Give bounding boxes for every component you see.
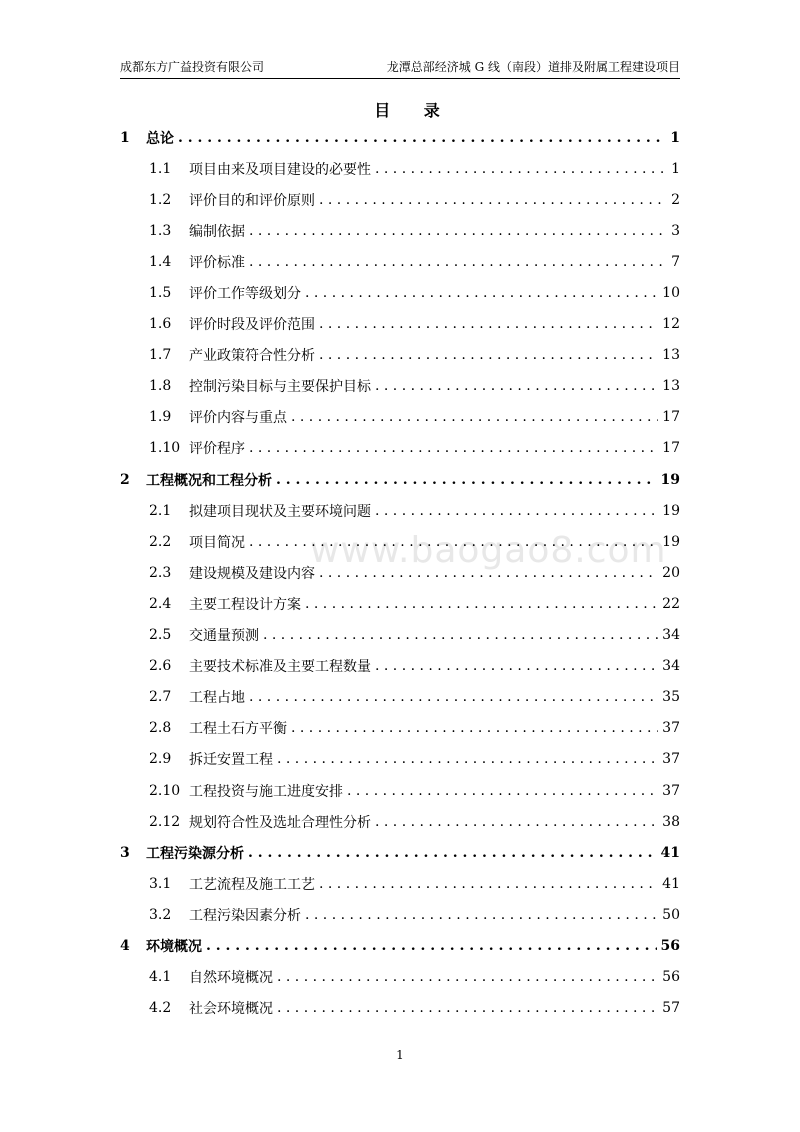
toc-entry-label: 环境概况 — [146, 938, 202, 955]
toc-leader-dots — [178, 130, 666, 146]
toc-leader-dots — [277, 1000, 658, 1016]
toc-entry[interactable] — [120, 744, 680, 775]
toc-leader-dots — [249, 534, 658, 550]
toc-entry-number: 1.8 — [149, 378, 172, 395]
watermark: www.baogao8.com — [310, 530, 667, 571]
toc-leader-dots — [319, 876, 658, 892]
toc-entry-label: 工程土石方平衡 — [189, 721, 287, 738]
toc-title: 目 录 — [374, 101, 454, 120]
toc-entry-page: 7 — [671, 253, 680, 270]
toc-entry-label: 控制污染目标与主要保护目标 — [189, 379, 371, 396]
toc-leader-dots — [277, 751, 658, 767]
toc-leader-dots — [291, 409, 658, 425]
toc-entry-label: 评价时段及评价范围 — [189, 317, 315, 334]
toc-entry-label: 交通量预测 — [189, 628, 259, 645]
toc-entry-page: 2 — [671, 191, 680, 208]
toc-entry-number: 2.12 — [149, 813, 181, 830]
toc-entry-label: 产业政策符合性分析 — [189, 348, 315, 365]
toc-entry-label: 工程概况和工程分析 — [146, 472, 272, 489]
toc-entry-number: 2.9 — [149, 751, 172, 768]
toc-leader-dots — [375, 161, 667, 177]
toc-entry-label: 主要技术标准及主要工程数量 — [189, 659, 371, 676]
header-company: 成都东方广益投资有限公司 — [120, 60, 265, 74]
toc-entry[interactable] — [120, 277, 680, 308]
toc-leader-dots — [305, 596, 658, 612]
toc-entry-number: 2 — [120, 471, 130, 488]
toc-entry-number: 4.2 — [149, 1000, 172, 1017]
header-project: 龙潭总部经济城 G 线（南段）道排及附属工程建设项目 — [386, 60, 680, 74]
toc-entry-label: 总论 — [146, 130, 174, 147]
toc-entry-page: 12 — [662, 316, 680, 333]
toc-leader-dots — [263, 627, 658, 643]
toc-entry[interactable] — [120, 806, 680, 837]
toc-entry[interactable] — [120, 651, 680, 682]
toc-entry-label: 建设规模及建设内容 — [189, 565, 315, 582]
toc-entry-number: 1 — [120, 129, 130, 146]
toc-entry-number: 3.1 — [149, 875, 172, 892]
toc-entry-page: 17 — [662, 409, 680, 426]
toc-leader-dots — [206, 938, 657, 954]
toc-entry[interactable] — [120, 246, 680, 277]
toc-entry-number: 4.1 — [149, 969, 172, 986]
toc-entry-page: 1 — [671, 160, 680, 177]
toc-entry[interactable] — [120, 153, 680, 184]
toc-leader-dots — [375, 378, 658, 394]
toc-entry-page: 35 — [662, 689, 680, 706]
toc-entry-number: 1.2 — [149, 191, 172, 208]
toc-entry-page: 10 — [662, 285, 680, 302]
toc-leader-dots — [319, 192, 667, 208]
toc-entry-page: 57 — [662, 1000, 680, 1017]
toc-entry-number: 3.2 — [149, 906, 172, 923]
toc-entry[interactable] — [120, 495, 680, 526]
toc-entry[interactable] — [120, 402, 680, 433]
toc-entry-number: 2.2 — [149, 533, 172, 550]
toc-entry[interactable] — [120, 620, 680, 651]
toc-entry-number: 1.4 — [149, 253, 172, 270]
toc-entry[interactable] — [120, 837, 680, 868]
toc-entry[interactable] — [120, 962, 680, 993]
toc-entry[interactable] — [120, 309, 680, 340]
toc-entry-page: 19 — [662, 533, 680, 550]
toc-entry-label: 拟建项目现状及主要环境问题 — [189, 503, 371, 520]
toc-entry-page: 17 — [662, 440, 680, 457]
toc-entry-number: 1.6 — [149, 316, 172, 333]
toc-entry-label: 评价目的和评价原则 — [189, 192, 315, 209]
toc-entry[interactable] — [120, 682, 680, 713]
toc-entry-label: 评价标准 — [189, 254, 245, 271]
toc-entry-label: 工程占地 — [189, 690, 245, 707]
toc-leader-dots — [305, 907, 658, 923]
toc-entry-label: 工程投资与施工进度安排 — [189, 783, 343, 800]
toc-entry-label: 评价工作等级划分 — [189, 286, 301, 303]
toc-leader-dots — [277, 969, 658, 985]
toc-leader-dots — [375, 658, 658, 674]
toc-entry[interactable] — [120, 713, 680, 744]
toc-entry-number: 2.1 — [149, 502, 172, 519]
toc-entry-page: 22 — [662, 595, 680, 612]
toc-leader-dots — [319, 347, 658, 363]
toc-entry-number: 2.3 — [149, 564, 172, 581]
toc-entry[interactable] — [120, 588, 680, 619]
toc-entry-label: 自然环境概况 — [189, 970, 273, 987]
toc-leader-dots — [319, 316, 658, 332]
page-number: 1 — [396, 1048, 404, 1062]
toc-leader-dots — [248, 845, 657, 861]
toc-entry-label: 拆迁安置工程 — [189, 752, 273, 769]
toc-entry[interactable] — [120, 433, 680, 464]
toc-entry-label: 项目简况 — [189, 534, 245, 551]
toc-entry-page: 34 — [662, 658, 680, 675]
toc-entry-number: 3 — [120, 844, 130, 861]
toc-entry-page: 41 — [662, 875, 680, 892]
toc-entry-page: 37 — [662, 782, 680, 799]
toc-entry-number: 2.6 — [149, 658, 172, 675]
toc-entry-number: 1.9 — [149, 409, 172, 426]
toc-entry-number: 2.4 — [149, 595, 172, 612]
toc-entry-number: 2.10 — [149, 782, 181, 799]
toc-entry-label: 主要工程设计方案 — [189, 596, 301, 613]
toc-entry-label: 编制依据 — [189, 223, 245, 240]
toc-entry[interactable] — [120, 557, 680, 588]
toc-leader-dots — [249, 689, 658, 705]
toc-leader-dots — [249, 223, 667, 239]
toc-entry-label: 规划符合性及选址合理性分析 — [189, 814, 371, 831]
toc-entry-page: 38 — [662, 813, 680, 830]
toc-entry-page: 20 — [662, 564, 680, 581]
toc-leader-dots — [305, 285, 658, 301]
toc-entry[interactable] — [120, 993, 680, 1024]
toc-entry-page: 41 — [660, 844, 680, 861]
toc-entry-label: 评价内容与重点 — [189, 410, 287, 427]
toc-entry[interactable] — [120, 899, 680, 930]
toc-entry-number: 1.7 — [149, 347, 172, 364]
toc-entry-page: 3 — [671, 222, 680, 239]
toc-leader-dots — [347, 783, 658, 799]
toc-entry-label: 工程污染因素分析 — [189, 907, 301, 924]
toc-entry-page: 13 — [662, 347, 680, 364]
toc-entry[interactable] — [120, 464, 680, 495]
page-header — [120, 56, 680, 79]
toc-entry-page: 56 — [660, 937, 680, 954]
table-of-contents — [120, 122, 680, 1024]
toc-entry-label: 项目由来及项目建设的必要性 — [189, 161, 371, 178]
toc-entry-page: 1 — [670, 129, 680, 146]
toc-entry-page: 50 — [662, 906, 680, 923]
toc-leader-dots — [375, 814, 658, 830]
toc-entry[interactable] — [120, 930, 680, 961]
toc-entry[interactable] — [120, 526, 680, 557]
toc-entry-page: 19 — [660, 471, 680, 488]
toc-leader-dots — [249, 254, 667, 270]
toc-entry[interactable] — [120, 184, 680, 215]
toc-entry[interactable] — [120, 371, 680, 402]
toc-entry[interactable] — [120, 775, 680, 806]
toc-entry-page: 37 — [662, 751, 680, 768]
toc-entry-label: 工艺流程及施工工艺 — [189, 876, 315, 893]
toc-entry-label: 评价程序 — [189, 441, 245, 458]
toc-leader-dots — [276, 472, 657, 488]
toc-entry-number: 1.5 — [149, 285, 172, 302]
toc-entry-number: 2.7 — [149, 689, 172, 706]
toc-leader-dots — [249, 440, 658, 456]
toc-entry-number: 1.10 — [149, 440, 181, 457]
toc-entry[interactable] — [120, 122, 680, 153]
toc-entry-page: 19 — [662, 502, 680, 519]
toc-entry-number: 4 — [120, 937, 130, 954]
toc-entry-number: 2.5 — [149, 627, 172, 644]
toc-entry-page: 37 — [662, 720, 680, 737]
toc-entry-number: 1.3 — [149, 222, 172, 239]
toc-entry-number: 1.1 — [149, 160, 172, 177]
toc-entry-page: 56 — [662, 969, 680, 986]
toc-entry-label: 社会环境概况 — [189, 1001, 273, 1018]
toc-entry-label: 工程污染源分析 — [146, 845, 244, 862]
toc-leader-dots — [375, 503, 658, 519]
toc-entry[interactable] — [120, 868, 680, 899]
toc-entry[interactable] — [120, 340, 680, 371]
toc-leader-dots — [291, 720, 658, 736]
toc-entry-number: 2.8 — [149, 720, 172, 737]
toc-leader-dots — [319, 565, 658, 581]
toc-entry[interactable] — [120, 215, 680, 246]
toc-entry-page: 13 — [662, 378, 680, 395]
toc-entry-page: 34 — [662, 627, 680, 644]
